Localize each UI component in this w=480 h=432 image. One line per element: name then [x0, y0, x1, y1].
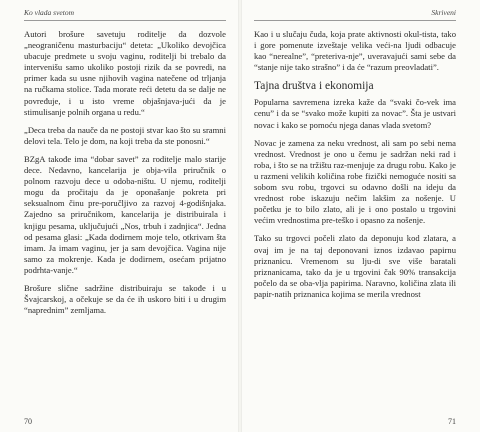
- paragraph: Tako su trgovci počeli zlato da deponuju kod zlatara, a ovaj im je na taj deponovani iznos izdavao papirnu priznanicu. Vremenom su lju-di sve više baratali priznanicama, tako da je u trgovini čak 90% transakcija počelo da se oba-vlja papirima. Naravno, količina zlata ili papir-natih priznanica kojima se merila vrednost: [254, 233, 456, 299]
- paragraph: Brošure slične sadržine distribuiraju se takođe i u Švajcarskoj, a očekuje se da će ih uskoro biti i u drugim “naprednim” zemljama.: [24, 282, 226, 316]
- paragraph: Popularna savremena izreka kaže da “svaki čo-vek ima cenu” i da se “svako može kupiti za novac”. Šta je ustvari novac i kako se pomoću njega danas vlada svetom?: [254, 97, 456, 130]
- right-page-body: [254, 29, 456, 300]
- paragraph: BZgA takođe ima “dobar savet” za roditelje malo starije dece. Nedavno, kancelarija je obja-vila priručnik o polnom razvoju dece u odoba-ništu. U njemu, roditelji mogu da pročitaju da je oponašanje pokreta pri seksualnom činu pre-poručljivo za razvoj 4-godišnjaka. Zajedno sa priručnikom, kancelarija je distribuirala i knjigu pesama, uključujući „Nos, trbuh i zadnjica“. Jedna od pesama glasi: „Kada dodirnem moje telo, otkrivam šta imam. Ja imam vaginu, jer ja sam devojčica. Vagina nije samo za mokrenje. Kada je dodirnem, osećam prijatno podrhta-vanje.“: [24, 153, 226, 275]
- paragraph: „Deca treba da nauče da ne postoji stvar kao što su sramni delovi tela. Telo je dom, na koji treba da ste ponosni.“: [24, 124, 226, 146]
- header-rule-left: [24, 20, 226, 21]
- page-number-right: 71: [448, 417, 456, 426]
- header-rule-right: [254, 20, 456, 21]
- page-number-left: 70: [24, 417, 32, 426]
- left-page-body: [24, 29, 226, 316]
- section-title: Tajna društva i ekonomija: [254, 80, 374, 93]
- paragraph: Novac je zamena za neku vrednost, ali sam po sebi nema vrednost. Vrednost je ono u čemu je sadržan neki rad i roba, i što se na tržištu raz-menjuje za drugu robu. Kako je u razmeni velikih količina robe fizički nemoguće nositi sa sobom svu robu, trgovci su odavno došli na ideju da vrednost robe iskazuju nečim lakšim za nošenje. U početku je to bilo zlato, ali je i ono postalo u trgovini većim vrednostima pre-teško i opasno za nošenje.: [254, 137, 456, 226]
- paragraph: Autori brošure savetuju roditelje da dozvole „neograničenu masturbaciju“ deteta: „Ukoliko devojčica ubacuje predmete u svoju vaginu, roditelji bi trebalo da intervenišu samo ukoliko postoji rizik da se povredi, na primer kada su usne njihovih vagina natečene od trljanja na ručkama stolice. Tada morate reći detetu da se dalje ne povređuje, i u isto vreme objašnjava-jući da je stimulisanje polnih organa u redu.“: [24, 29, 226, 117]
- running-head-left: Ko vlada svetom: [24, 8, 74, 17]
- paragraph: Kao i u slučaju čuda, koja prate aktivnosti okul-tista, tako i gore pomenute izveštaje velika veći-na ljudi odbacuje kao “nerealne”, “preteriva-nje”, uveravajući sami sebe da “stanje nije tako strašno” i da će “razum preovladati”.: [254, 29, 456, 73]
- right-page: [240, 0, 480, 432]
- running-head-right: Skriveni: [431, 8, 456, 17]
